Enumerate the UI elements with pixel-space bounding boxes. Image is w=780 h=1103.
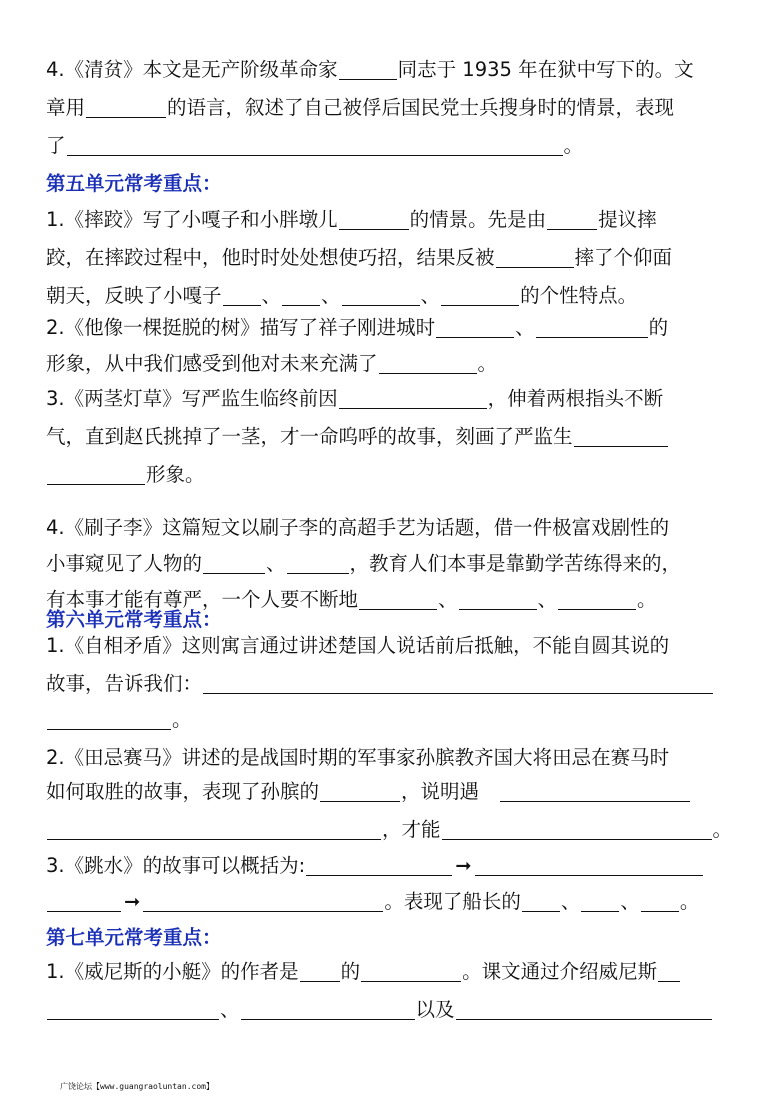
u6-item1-line3 — [46, 702, 192, 738]
unit7-heading: 第七单元常考重点： — [46, 926, 222, 949]
text: 章用 — [46, 96, 86, 119]
u5-item1-line2 — [46, 240, 672, 276]
unit6-heading: 第六单元常考重点： — [46, 608, 222, 631]
u5-item2-line1 — [46, 310, 668, 346]
arrow-icon: ➞ — [455, 854, 472, 877]
fill-blank[interactable] — [67, 133, 563, 156]
text: ，说明遇 — [401, 780, 480, 803]
fill-blank[interactable] — [300, 959, 340, 982]
text: 。 — [712, 818, 733, 841]
text: 摔了个仰面 — [574, 246, 673, 269]
text: 小事窥见了人物的 — [46, 552, 203, 575]
fill-blank[interactable] — [342, 283, 420, 306]
text: 、 — [220, 998, 240, 1021]
u5-item4-line2 — [46, 546, 681, 582]
fill-blank[interactable] — [47, 462, 145, 485]
u6-item1-line1: 1.《自相矛盾》这则寓言通过讲述楚国人说话前后抵触，不能自圆其说的 — [46, 634, 670, 657]
u5-item3-line2 — [46, 419, 669, 455]
fill-blank[interactable] — [306, 853, 452, 876]
u5-item3-line1 — [46, 381, 663, 417]
fill-blank[interactable] — [339, 386, 487, 409]
text: 4.《清贫》本文是无产阶级革命家 — [46, 58, 338, 81]
text: 。 — [679, 890, 700, 913]
u6-item3-line1 — [46, 848, 704, 884]
text: 形象。 — [146, 463, 205, 486]
unit5-heading: 第五单元常考重点： — [46, 172, 222, 195]
text: 。 — [637, 588, 657, 611]
fill-blank[interactable] — [641, 889, 679, 912]
text: 有本事才能有尊严，一个人要不断地 — [46, 588, 359, 611]
fill-blank[interactable] — [436, 315, 514, 338]
fill-blank[interactable] — [47, 707, 171, 730]
fill-blank[interactable] — [320, 779, 400, 802]
text: 2.《他像一棵挺脱的树》描写了祥子刚进城时 — [46, 316, 436, 339]
fill-blank[interactable] — [361, 959, 461, 982]
text: 的 — [340, 960, 361, 983]
text: 的个性特点。 — [520, 284, 638, 307]
u4-item4-line1 — [46, 52, 694, 88]
u4-item4-line2 — [46, 90, 674, 126]
fill-blank[interactable] — [475, 853, 703, 876]
u6-item2-line1: 2.《田忌赛马》讲述的是战国时期的军事家孙膑教齐国大将田忌在赛马时 — [46, 746, 670, 769]
text: 同志于 1935 年在狱中写下的。文 — [397, 58, 694, 81]
fill-blank[interactable] — [287, 551, 349, 574]
fill-blank[interactable] — [581, 889, 619, 912]
text: 的语言，叙述了自己被俘后国民党士兵搜身时的情景，表现 — [167, 96, 675, 119]
u5-item2-line2 — [46, 346, 497, 382]
text: 、 — [560, 890, 581, 913]
text: 以及 — [415, 998, 455, 1021]
fill-blank[interactable] — [339, 207, 409, 230]
text: ，教育人们本事是靠勤学苦练得来的， — [349, 552, 682, 575]
fill-blank[interactable] — [241, 997, 415, 1020]
u7-item1-line2 — [46, 992, 713, 1028]
arrow-icon: ➞ — [124, 890, 141, 913]
fill-blank[interactable] — [441, 283, 519, 306]
fill-blank[interactable] — [203, 671, 713, 694]
text: 、 — [321, 284, 341, 307]
u6-item2-line2 — [46, 774, 691, 810]
text: 1.《威尼斯的小艇》的作者是 — [46, 960, 299, 983]
u6-item1-line2 — [46, 666, 714, 702]
text: 、 — [266, 552, 286, 575]
fill-blank[interactable] — [558, 587, 636, 610]
text: 朝天，反映了小嘎子 — [46, 284, 222, 307]
u5-item1-line3 — [46, 278, 637, 314]
fill-blank[interactable] — [86, 95, 166, 118]
u6-item3-line2 — [46, 884, 699, 920]
u5-item4-line1: 4.《刷子李》这篇短文以刷子李的高超手艺为话题，借一件极富戏剧性的 — [46, 516, 670, 539]
text: 故事，告诉我们： — [46, 672, 203, 695]
fill-blank[interactable] — [442, 817, 712, 840]
text: 了 — [46, 134, 66, 157]
fill-blank[interactable] — [203, 551, 265, 574]
text: 。 — [172, 708, 192, 731]
text: 提议摔 — [598, 208, 657, 231]
fill-blank[interactable] — [522, 889, 560, 912]
text: 、 — [515, 316, 535, 339]
site-footer: 广饶论坛【www.guangraoluntan.com】 — [60, 1082, 214, 1091]
fill-blank[interactable] — [47, 997, 219, 1020]
fill-blank[interactable] — [339, 57, 397, 80]
text: 、 — [438, 588, 458, 611]
text: 。 — [563, 134, 584, 157]
fill-blank[interactable] — [547, 207, 597, 230]
text: ，才能 — [382, 818, 441, 841]
text: 跤，在摔跤过程中，他时时处处想使巧招，结果反被 — [46, 246, 495, 269]
fill-blank[interactable] — [379, 351, 477, 374]
fill-blank[interactable] — [47, 817, 381, 840]
fill-blank[interactable] — [574, 424, 668, 447]
fill-blank[interactable] — [47, 889, 121, 912]
u4-item4-line3 — [46, 128, 583, 164]
u5-item3-line3 — [46, 457, 205, 493]
text: 3.《跳水》的故事可以概括为: — [46, 854, 306, 877]
fill-blank[interactable] — [282, 283, 320, 306]
text: 的 — [648, 316, 669, 339]
text: 气，直到赵氏挑掉了一茎，才一命呜呼的故事，刻画了严监生 — [46, 425, 573, 448]
fill-blank[interactable] — [359, 587, 437, 610]
fill-blank[interactable] — [536, 315, 648, 338]
text: 3.《两茎灯草》写严监生临终前因 — [46, 387, 338, 410]
fill-blank[interactable] — [500, 779, 690, 802]
text: ，伸着两根指头不断 — [487, 387, 664, 410]
u7-item1-line1 — [46, 954, 681, 990]
text: 、 — [620, 890, 640, 913]
u5-item1-line1 — [46, 202, 657, 238]
text: 、 — [261, 284, 282, 307]
text: 的情景。先是由 — [409, 208, 547, 231]
text: 形象，从中我们感受到他对未来充满了 — [46, 352, 378, 375]
text: 。 — [477, 352, 498, 375]
fill-blank[interactable] — [459, 587, 537, 610]
u6-item2-line3 — [46, 812, 732, 848]
text: 、 — [420, 284, 441, 307]
fill-blank[interactable] — [223, 283, 261, 306]
text: 。课文通过介绍威尼斯 — [462, 960, 658, 983]
text: 。表现了船长的 — [384, 890, 521, 913]
fill-blank[interactable] — [143, 889, 383, 912]
fill-blank[interactable] — [658, 959, 680, 982]
text: 如何取胜的故事，表现了孙膑的 — [46, 780, 320, 803]
fill-blank[interactable] — [456, 997, 712, 1020]
fill-blank[interactable] — [496, 245, 574, 268]
text: 、 — [537, 588, 558, 611]
text: 1.《摔跤》写了小嘎子和小胖墩儿 — [46, 208, 338, 231]
